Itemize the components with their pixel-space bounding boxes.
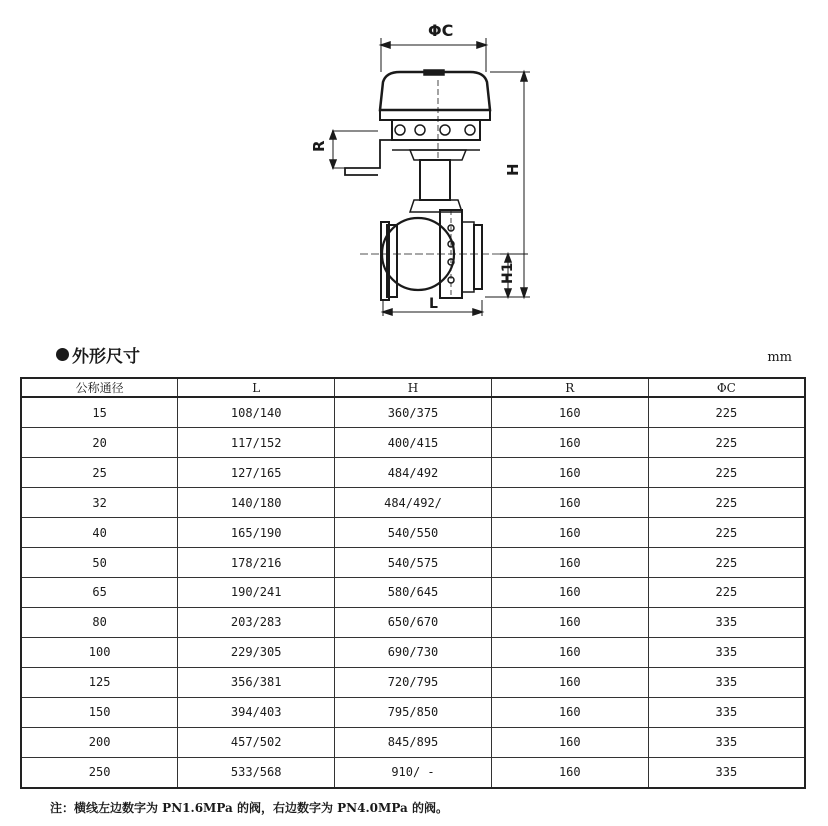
table-row bbox=[21, 607, 805, 637]
cell-l: 127/165 bbox=[178, 458, 335, 488]
cell-nominal-diameter: 125 bbox=[21, 667, 178, 697]
section-title-text: 外形尺寸 bbox=[72, 347, 140, 367]
cell-h: 910/ - bbox=[335, 757, 492, 788]
table-row bbox=[21, 667, 805, 697]
table-row bbox=[21, 518, 805, 548]
dim-h-label: H bbox=[504, 163, 522, 176]
dimensions-table bbox=[20, 377, 806, 789]
cell-r: 160 bbox=[491, 518, 648, 548]
cell-phi-c: 335 bbox=[648, 757, 805, 788]
cell-nominal-diameter: 250 bbox=[21, 757, 178, 788]
cell-nominal-diameter: 32 bbox=[21, 488, 178, 518]
bullet-icon bbox=[56, 348, 69, 361]
cell-r: 160 bbox=[491, 488, 648, 518]
dim-h1-label: H1 bbox=[500, 262, 516, 284]
cell-phi-c: 225 bbox=[648, 518, 805, 548]
cell-nominal-diameter: 80 bbox=[21, 607, 178, 637]
footnote: 注：横线左边数字为 PN1.6MPa 的阀，右边数字为 PN4.0MPa 的阀。 bbox=[50, 801, 448, 815]
table-row bbox=[21, 727, 805, 757]
dim-r-label: R bbox=[310, 140, 328, 152]
table-row bbox=[21, 488, 805, 518]
cell-phi-c: 335 bbox=[648, 697, 805, 727]
cell-h: 720/795 bbox=[335, 667, 492, 697]
cell-h: 540/575 bbox=[335, 548, 492, 578]
cell-l: 140/180 bbox=[178, 488, 335, 518]
cell-nominal-diameter: 100 bbox=[21, 637, 178, 667]
cell-nominal-diameter: 40 bbox=[21, 518, 178, 548]
cell-phi-c: 335 bbox=[648, 607, 805, 637]
cell-l: 117/152 bbox=[178, 428, 335, 458]
cell-h: 484/492/ bbox=[335, 488, 492, 518]
cell-phi-c: 225 bbox=[648, 428, 805, 458]
cell-phi-c: 225 bbox=[648, 488, 805, 518]
table-header-row bbox=[21, 378, 805, 397]
cell-phi-c: 225 bbox=[648, 548, 805, 578]
cell-h: 845/895 bbox=[335, 727, 492, 757]
cell-nominal-diameter: 65 bbox=[21, 578, 178, 608]
cell-h: 484/492 bbox=[335, 458, 492, 488]
cell-h: 690/730 bbox=[335, 637, 492, 667]
cell-phi-c: 225 bbox=[648, 458, 805, 488]
dim-l-label: L bbox=[429, 296, 438, 312]
cell-phi-c: 335 bbox=[648, 667, 805, 697]
cell-l: 457/502 bbox=[178, 727, 335, 757]
cell-nominal-diameter: 50 bbox=[21, 548, 178, 578]
valve-dimension-drawing bbox=[0, 0, 828, 330]
header-nominal-diameter: 公称通径 bbox=[21, 378, 178, 397]
cell-r: 160 bbox=[491, 578, 648, 608]
cell-l: 203/283 bbox=[178, 607, 335, 637]
table-row bbox=[21, 637, 805, 667]
header-l: L bbox=[178, 378, 335, 397]
table-row bbox=[21, 428, 805, 458]
cell-l: 394/403 bbox=[178, 697, 335, 727]
cell-r: 160 bbox=[491, 637, 648, 667]
cell-r: 160 bbox=[491, 757, 648, 788]
cell-r: 160 bbox=[491, 397, 648, 428]
cell-r: 160 bbox=[491, 458, 648, 488]
table-row bbox=[21, 397, 805, 428]
cell-phi-c: 225 bbox=[648, 397, 805, 428]
cell-nominal-diameter: 200 bbox=[21, 727, 178, 757]
cell-phi-c: 335 bbox=[648, 637, 805, 667]
cell-h: 400/415 bbox=[335, 428, 492, 458]
cell-phi-c: 335 bbox=[648, 727, 805, 757]
cell-r: 160 bbox=[491, 548, 648, 578]
header-h: H bbox=[335, 378, 492, 397]
cell-r: 160 bbox=[491, 607, 648, 637]
table-row bbox=[21, 697, 805, 727]
section-title bbox=[56, 342, 140, 367]
cell-nominal-diameter: 150 bbox=[21, 697, 178, 727]
cell-l: 533/568 bbox=[178, 757, 335, 788]
cell-r: 160 bbox=[491, 667, 648, 697]
cell-l: 178/216 bbox=[178, 548, 335, 578]
cell-h: 650/670 bbox=[335, 607, 492, 637]
table-row bbox=[21, 458, 805, 488]
cell-r: 160 bbox=[491, 697, 648, 727]
cell-l: 108/140 bbox=[178, 397, 335, 428]
cell-h: 360/375 bbox=[335, 397, 492, 428]
cell-l: 356/381 bbox=[178, 667, 335, 697]
cell-h: 540/550 bbox=[335, 518, 492, 548]
cell-r: 160 bbox=[491, 428, 648, 458]
table-row bbox=[21, 757, 805, 788]
unit-label: mm bbox=[767, 350, 792, 365]
cell-h: 795/850 bbox=[335, 697, 492, 727]
dim-c-label: ΦC bbox=[428, 21, 454, 40]
cell-nominal-diameter: 25 bbox=[21, 458, 178, 488]
table-row bbox=[21, 548, 805, 578]
header-phi-c: ΦC bbox=[648, 378, 805, 397]
cell-l: 165/190 bbox=[178, 518, 335, 548]
cell-phi-c: 225 bbox=[648, 578, 805, 608]
table-row bbox=[21, 578, 805, 608]
header-r: R bbox=[491, 378, 648, 397]
cell-h: 580/645 bbox=[335, 578, 492, 608]
cell-l: 229/305 bbox=[178, 637, 335, 667]
cell-l: 190/241 bbox=[178, 578, 335, 608]
cell-nominal-diameter: 15 bbox=[21, 397, 178, 428]
cell-nominal-diameter: 20 bbox=[21, 428, 178, 458]
cell-r: 160 bbox=[491, 727, 648, 757]
